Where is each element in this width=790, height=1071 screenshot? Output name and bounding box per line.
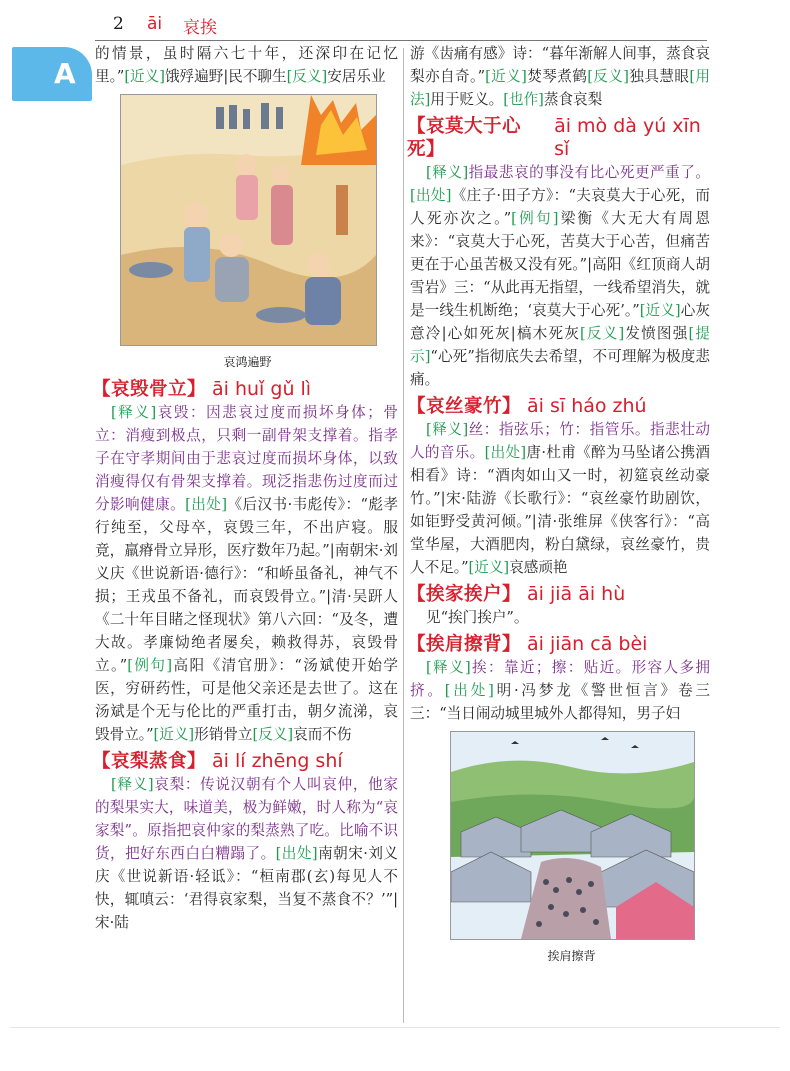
- body-text: 梁衡《大无大有周恩来》：“哀莫大于心死，苦莫大于心苦，但痛苦更在于心虽苦极又没有死。”|高阳《红顶商人胡雪岩》三：“从此再无指望，一线希望消失，就是一线生机断绝；‘哀莫大于心死’。”: [410, 210, 710, 319]
- field-tag: [反义]: [587, 68, 629, 85]
- field-tag: [出处]: [444, 682, 494, 699]
- field-tag: [反义]: [286, 68, 328, 85]
- header-pinyin: āi: [147, 14, 163, 34]
- illustration-town-scene: [451, 732, 694, 939]
- body-text: 饿殍遍野|民不聊生: [164, 68, 287, 85]
- body-text: 哀感顽艳: [509, 559, 568, 576]
- body-text: 《后汉书·韦彪传》：“彪孝行纯至，父母卒，哀毁三年，不出庐寝。服竟，羸瘠骨立异形，医疗数年乃起。”|南朝宋·刘义庆《世说新语·德行》：“和峤虽备礼，神气不损；王戎虽不备礼，而哀毁骨立。”|清·吴趼人《二十年目睹之怪现状》第八六回：“及冬，遭大故。孝廉恸绝者屡矣，赖救得苏，哀毁骨立。”: [95, 496, 398, 674]
- field-tag: [出处]: [275, 845, 318, 862]
- definition-text: 丝：指弦乐；竹：指管乐。指悲壮动人的音乐。: [410, 421, 710, 461]
- body-text: 南朝宋·刘义庆《世说新语·轻诋》：“桓南郡(玄)每见人不快，辄嗔云：‘君得哀家梨，当复不蒸食不？’”|宋·陆: [95, 845, 398, 931]
- entry-body: [95, 401, 398, 746]
- field-tag: [释义]: [426, 164, 469, 181]
- body-text: “心死”指彻底失去希望，不可理解为极度悲痛。: [410, 348, 710, 388]
- definition-text: 哀梨：传说汉朝有个人叫哀仲，他家的梨果实大，味道美，极为鲜嫩，时人称为“哀家梨”。原指把哀仲家的梨蒸熟了吃。比喻不识货，把好东西白白糟蹋了。: [95, 776, 398, 862]
- headword-pinyin: āi mò dà yú xīn sǐ: [554, 115, 701, 160]
- headword-pinyin: āi huǐ gǔ lì: [212, 378, 312, 400]
- field-tag: [近义]: [485, 68, 527, 85]
- definition-text: 指最悲哀的事没有比心死更严重了。: [468, 164, 710, 181]
- body-text: 见“挨门挨户”。: [426, 609, 529, 626]
- entry-body: [410, 656, 710, 725]
- field-tag: [例句]: [511, 210, 559, 227]
- field-tag: [例句]: [127, 657, 173, 674]
- field-tag: [近义]: [468, 559, 510, 576]
- bottom-rule: [10, 1027, 780, 1028]
- field-tag: [释义]: [426, 421, 469, 438]
- field-tag: [反义]: [580, 325, 625, 342]
- headword-hanzi: 【挨家挨户】: [407, 584, 522, 605]
- body-text: 哀而不伤: [293, 726, 352, 743]
- entry-headword: [92, 378, 398, 401]
- continued-text: [410, 42, 710, 111]
- body-text: 独具慧眼: [628, 68, 690, 85]
- entry-headword: [407, 633, 710, 656]
- header-rule: [95, 40, 707, 41]
- headword-pinyin: āi sī háo zhú: [527, 395, 647, 417]
- entry-body: [410, 418, 710, 579]
- body-text: 心灰意冷|心如死灰|槁木死灰: [410, 302, 710, 342]
- headword-pinyin: āi lí zhēng shí: [212, 750, 343, 772]
- field-tag: [近义]: [153, 726, 195, 743]
- continued-text: [95, 42, 398, 88]
- body-text: 发愤图强: [624, 325, 689, 342]
- field-tag: [也作]: [503, 91, 544, 108]
- field-tag: [用法]: [410, 68, 710, 108]
- body-text: 安居乐业: [327, 68, 386, 85]
- body-text: 的情景，虽时隔六七十年，还深印在记忆里。”: [95, 45, 398, 85]
- field-tag: [反义]: [252, 726, 294, 743]
- right-column: [407, 42, 710, 968]
- headword-hanzi: 【哀毁骨立】: [92, 379, 207, 400]
- entry-headword: [407, 583, 710, 606]
- body-text: 《庄子·田子方》：“夫哀莫大于心死，而人死亦次之。”: [410, 187, 710, 227]
- body-text: 高阳《清官册》：“汤斌使开始学医，穷研药性，可是他父亲还是去世了。这在汤斌是个无与伦比的严重打击，朝夕流涕，哀毁骨立。”: [95, 657, 399, 743]
- headword-hanzi: 【挨肩擦背】: [407, 634, 522, 655]
- illustration-famine-scene: [121, 95, 376, 345]
- illustration-caption: 挨肩擦背: [547, 949, 596, 963]
- body-text: 蒸食哀梨: [543, 91, 603, 108]
- left-column: [92, 42, 399, 934]
- letter-index-label: A: [54, 57, 76, 90]
- body-text: 唐·杜甫《醉为马坠诸公携酒相看》诗：“酒肉如山又一时，初筵哀丝动豪竹。”|宋·陆游《长歌行》：“哀丝豪竹助剧饮，如钜野受黄河倾。”|清·张维屏《侠客行》：“高堂华屋，大酒肥肉，粉白黛绿，哀丝豪竹，贵人不足。”: [410, 444, 710, 576]
- illustration-hungry-crowd: [120, 94, 377, 346]
- page-header: [95, 10, 705, 38]
- column-divider: [403, 48, 404, 1023]
- entry-headword: [407, 395, 710, 418]
- field-tag: [近义]: [124, 68, 165, 85]
- entry-body: [95, 773, 398, 934]
- body-text: 形销骨立: [194, 726, 253, 743]
- field-tag: [释义]: [111, 404, 157, 421]
- field-tag: [提示]: [410, 325, 710, 365]
- field-tag: [释义]: [111, 776, 154, 793]
- entry-headword: [407, 115, 710, 161]
- field-tag: [释义]: [426, 659, 471, 676]
- field-tag: [出处]: [185, 496, 228, 513]
- headword-pinyin: āi jiān cā bèi: [527, 633, 648, 655]
- header-hanzi: 哀挨: [183, 18, 217, 38]
- definition-text: 哀毁：因悲哀过度而损坏身体；骨立：消瘦到极点，只剩一副骨架支撑着。指孝子在守孝期间由于悲哀过度而损坏身体，以致消瘦得仅有骨架支撑着。现泛指悲伤过度而过分影响健康。: [95, 404, 398, 513]
- field-tag: [出处]: [410, 187, 452, 204]
- entry-headword: [92, 750, 398, 773]
- headword-pinyin: āi jiā āi hù: [527, 583, 626, 605]
- body-text: 用于贬义。: [430, 91, 504, 108]
- illustration-caption: 哀鸿遍野: [223, 355, 272, 369]
- field-tag: [近义]: [639, 302, 681, 319]
- letter-index-tab: [12, 47, 92, 101]
- headword-hanzi: 【哀莫大于心死】: [407, 116, 522, 160]
- body-text: 明·冯梦龙《警世恒言》卷三三：“当日闹动城里城外人都得知，男子妇: [410, 682, 710, 722]
- page-number: 2: [113, 14, 124, 34]
- definition-text: 挨：靠近；擦：贴近。形容人多拥挤。: [410, 659, 710, 699]
- headword-hanzi: 【哀丝豪竹】: [407, 396, 522, 417]
- illustration-crowded-town: [450, 731, 695, 940]
- body-text: 游《齿痛有感》诗：“暮年渐解人间事，蒸食哀梨亦自奇。”: [410, 45, 710, 85]
- headword-hanzi: 【哀梨蒸食】: [92, 751, 207, 772]
- entry-body: [410, 606, 710, 629]
- field-tag: [出处]: [484, 444, 527, 461]
- entry-body: [410, 161, 710, 391]
- body-text: 焚琴煮鹤: [526, 68, 588, 85]
